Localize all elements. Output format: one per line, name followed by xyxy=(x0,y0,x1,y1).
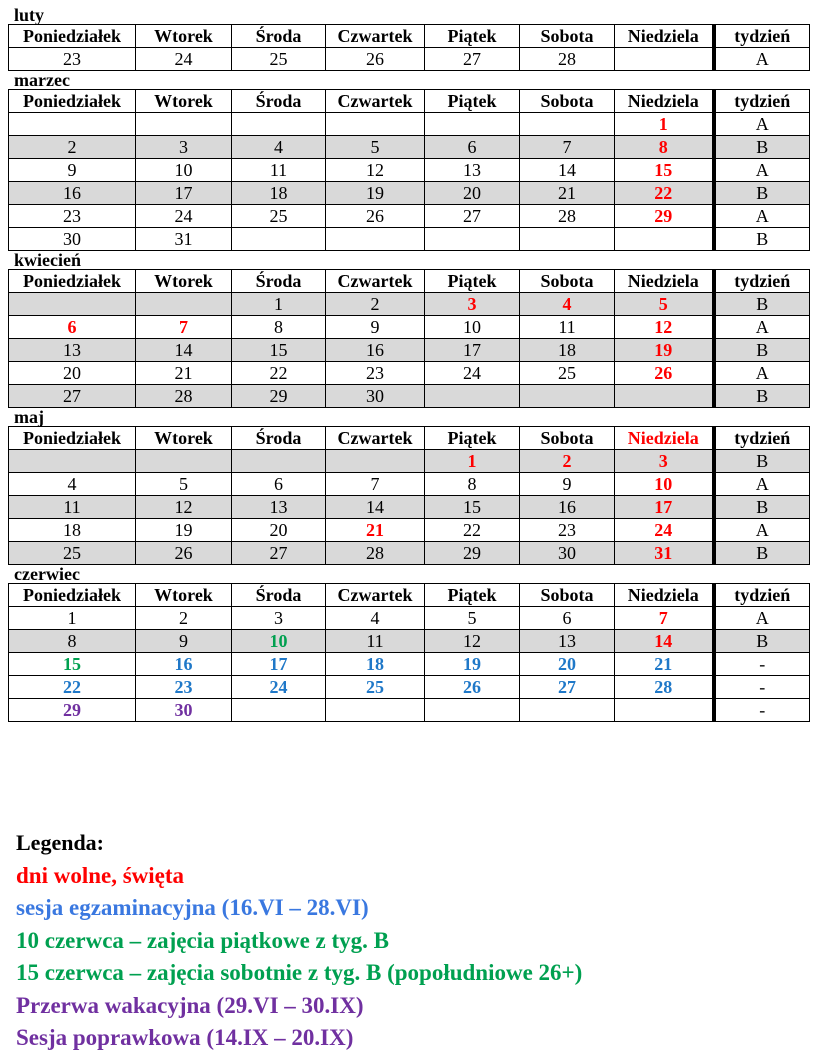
day-cell xyxy=(425,385,520,408)
weekday-header: Sobota xyxy=(520,90,615,113)
day-cell: 14 xyxy=(136,339,232,362)
week-row xyxy=(9,542,810,565)
legend-item-resit-session: Sesja poprawkowa (14.IX – 20.IX) xyxy=(16,1025,354,1050)
day-cell: 14 xyxy=(520,159,615,182)
day-cell xyxy=(326,228,425,251)
weekday-header: Środa xyxy=(232,90,326,113)
week-type-cell: B xyxy=(714,182,810,205)
weekday-header: Czwartek xyxy=(326,90,425,113)
day-cell xyxy=(520,699,615,722)
day-cell: 9 xyxy=(326,316,425,339)
day-cell: 3 xyxy=(136,136,232,159)
day-cell: 26 xyxy=(326,205,425,228)
day-cell xyxy=(9,293,136,316)
day-cell: 1 xyxy=(425,450,520,473)
weekday-header: Sobota xyxy=(520,427,615,450)
week-row xyxy=(9,339,810,362)
legend-item-friday-classes: 10 czerwca – zajęcia piątkowe z tyg. B xyxy=(16,927,389,953)
weekday-header: Czwartek xyxy=(326,270,425,293)
day-cell: 27 xyxy=(425,205,520,228)
month-title: maj xyxy=(14,407,44,427)
week-type-cell: A xyxy=(714,205,810,228)
weekday-header: Niedziela xyxy=(615,90,714,113)
week-row xyxy=(9,228,810,251)
week-row xyxy=(9,699,810,722)
week-type-cell: A xyxy=(714,159,810,182)
day-cell: 26 xyxy=(136,542,232,565)
day-cell: 1 xyxy=(9,607,136,630)
day-cell: 5 xyxy=(425,607,520,630)
header-row xyxy=(9,90,810,113)
month-table xyxy=(8,89,810,251)
day-cell: 19 xyxy=(425,653,520,676)
weekday-header: Poniedziałek xyxy=(9,270,136,293)
day-cell xyxy=(520,113,615,136)
day-cell: 11 xyxy=(326,630,425,653)
weekday-header: Niedziela xyxy=(615,427,714,450)
day-cell: 13 xyxy=(9,339,136,362)
day-cell: 12 xyxy=(326,159,425,182)
day-cell: 2 xyxy=(136,607,232,630)
day-cell: 4 xyxy=(326,607,425,630)
day-cell: 4 xyxy=(9,473,136,496)
week-row xyxy=(9,676,810,699)
day-cell: 18 xyxy=(520,339,615,362)
week-header: tydzień xyxy=(714,90,810,113)
day-cell: 19 xyxy=(615,339,714,362)
day-cell: 5 xyxy=(136,473,232,496)
day-cell: 9 xyxy=(9,159,136,182)
month-table xyxy=(8,426,810,565)
week-header: tydzień xyxy=(714,25,810,48)
weekday-header: Wtorek xyxy=(136,25,232,48)
day-cell: 15 xyxy=(425,496,520,519)
week-header: tydzień xyxy=(714,584,810,607)
day-cell: 10 xyxy=(615,473,714,496)
day-cell: 19 xyxy=(136,519,232,542)
week-header: tydzień xyxy=(714,427,810,450)
legend-title: Legenda: xyxy=(16,830,104,855)
week-type-cell: A xyxy=(714,473,810,496)
header-row xyxy=(9,584,810,607)
day-cell: 17 xyxy=(615,496,714,519)
day-cell xyxy=(326,699,425,722)
week-row xyxy=(9,630,810,653)
day-cell: 20 xyxy=(425,182,520,205)
day-cell xyxy=(425,699,520,722)
day-cell: 12 xyxy=(136,496,232,519)
day-cell: 29 xyxy=(425,542,520,565)
day-cell: 13 xyxy=(520,630,615,653)
day-cell: 29 xyxy=(9,699,136,722)
day-cell: 3 xyxy=(232,607,326,630)
day-cell xyxy=(615,699,714,722)
day-cell: 10 xyxy=(425,316,520,339)
week-row xyxy=(9,182,810,205)
day-cell: 28 xyxy=(520,205,615,228)
day-cell: 15 xyxy=(232,339,326,362)
week-type-cell: A xyxy=(714,519,810,542)
day-cell: 27 xyxy=(232,542,326,565)
day-cell: 6 xyxy=(9,316,136,339)
week-type-cell: A xyxy=(714,48,810,71)
day-cell: 4 xyxy=(232,136,326,159)
day-cell: 22 xyxy=(9,676,136,699)
week-type-cell: A xyxy=(714,607,810,630)
week-row xyxy=(9,159,810,182)
day-cell: 24 xyxy=(136,205,232,228)
day-cell: 25 xyxy=(232,48,326,71)
week-type-cell: B xyxy=(714,496,810,519)
day-cell: 31 xyxy=(136,228,232,251)
day-cell: 7 xyxy=(615,607,714,630)
day-cell: 16 xyxy=(9,182,136,205)
day-cell: 22 xyxy=(232,362,326,385)
academic-calendar xyxy=(8,6,809,722)
week-row xyxy=(9,113,810,136)
day-cell: 25 xyxy=(232,205,326,228)
header-row xyxy=(9,270,810,293)
weekday-header: Sobota xyxy=(520,25,615,48)
day-cell: 22 xyxy=(615,182,714,205)
day-cell: 1 xyxy=(232,293,326,316)
weekday-header: Wtorek xyxy=(136,427,232,450)
day-cell: 20 xyxy=(9,362,136,385)
day-cell: 25 xyxy=(520,362,615,385)
day-cell: 11 xyxy=(232,159,326,182)
day-cell xyxy=(232,113,326,136)
day-cell: 29 xyxy=(232,385,326,408)
week-type-cell: B xyxy=(714,450,810,473)
day-cell: 30 xyxy=(9,228,136,251)
week-type-cell: B xyxy=(714,385,810,408)
day-cell: 8 xyxy=(615,136,714,159)
day-cell: 23 xyxy=(326,362,425,385)
day-cell xyxy=(326,450,425,473)
day-cell: 7 xyxy=(326,473,425,496)
month-table xyxy=(8,269,810,408)
day-cell: 28 xyxy=(520,48,615,71)
day-cell: 4 xyxy=(520,293,615,316)
day-cell: 18 xyxy=(326,653,425,676)
weekday-header: Środa xyxy=(232,584,326,607)
legend-item-exam-session: sesja egzaminacyjna (16.VI – 28.VI) xyxy=(16,895,369,920)
day-cell: 5 xyxy=(326,136,425,159)
day-cell xyxy=(136,450,232,473)
month-title: luty xyxy=(14,5,45,25)
weekday-header: Piątek xyxy=(425,584,520,607)
day-cell: 8 xyxy=(232,316,326,339)
day-cell: 19 xyxy=(326,182,425,205)
day-cell xyxy=(326,113,425,136)
week-row xyxy=(9,205,810,228)
day-cell: 26 xyxy=(326,48,425,71)
weekday-header: Niedziela xyxy=(615,25,714,48)
day-cell: 17 xyxy=(232,653,326,676)
day-cell: 28 xyxy=(326,542,425,565)
day-cell: 16 xyxy=(136,653,232,676)
legend xyxy=(16,827,582,1055)
day-cell: 20 xyxy=(520,653,615,676)
day-cell xyxy=(425,228,520,251)
day-cell xyxy=(615,228,714,251)
weekday-header: Środa xyxy=(232,270,326,293)
day-cell: 29 xyxy=(615,205,714,228)
day-cell: 26 xyxy=(425,676,520,699)
day-cell: 6 xyxy=(232,473,326,496)
weekday-header: Poniedziałek xyxy=(9,25,136,48)
day-cell xyxy=(232,699,326,722)
weekday-header: Czwartek xyxy=(326,427,425,450)
weekday-header: Czwartek xyxy=(326,25,425,48)
week-row xyxy=(9,316,810,339)
day-cell: 30 xyxy=(136,699,232,722)
weekday-header: Sobota xyxy=(520,270,615,293)
header-row xyxy=(9,427,810,450)
day-cell: 24 xyxy=(425,362,520,385)
week-type-cell: A xyxy=(714,113,810,136)
week-type-cell: B xyxy=(714,136,810,159)
month-table xyxy=(8,583,810,722)
month-title: kwiecień xyxy=(14,250,81,270)
week-type-cell: A xyxy=(714,316,810,339)
week-row xyxy=(9,496,810,519)
month-title: marzec xyxy=(14,70,70,90)
weekday-header: Piątek xyxy=(425,25,520,48)
month-title: czerwiec xyxy=(14,564,80,584)
day-cell: 16 xyxy=(326,339,425,362)
legend-item-summer-break: Przerwa wakacyjna (29.VI – 30.IX) xyxy=(16,992,364,1018)
week-type-cell: B xyxy=(714,542,810,565)
weekday-header: Niedziela xyxy=(615,584,714,607)
day-cell: 27 xyxy=(425,48,520,71)
day-cell: 18 xyxy=(9,519,136,542)
weekday-header: Środa xyxy=(232,427,326,450)
day-cell xyxy=(136,293,232,316)
day-cell: 28 xyxy=(136,385,232,408)
day-cell xyxy=(615,385,714,408)
week-type-cell: - xyxy=(714,676,810,699)
day-cell xyxy=(136,113,232,136)
weekday-header: Czwartek xyxy=(326,584,425,607)
day-cell: 2 xyxy=(520,450,615,473)
day-cell: 8 xyxy=(425,473,520,496)
day-cell: 15 xyxy=(615,159,714,182)
weekday-header: Środa xyxy=(232,25,326,48)
week-type-cell: B xyxy=(714,293,810,316)
day-cell: 30 xyxy=(326,385,425,408)
day-cell: 21 xyxy=(136,362,232,385)
day-cell xyxy=(232,450,326,473)
day-cell: 13 xyxy=(425,159,520,182)
day-cell: 24 xyxy=(136,48,232,71)
weekday-header: Niedziela xyxy=(615,270,714,293)
week-row xyxy=(9,136,810,159)
day-cell: 1 xyxy=(615,113,714,136)
day-cell: 20 xyxy=(232,519,326,542)
day-cell: 12 xyxy=(615,316,714,339)
week-row xyxy=(9,385,810,408)
day-cell: 11 xyxy=(9,496,136,519)
day-cell: 3 xyxy=(425,293,520,316)
weekday-header: Wtorek xyxy=(136,90,232,113)
day-cell: 7 xyxy=(136,316,232,339)
week-type-cell: B xyxy=(714,630,810,653)
week-type-cell: B xyxy=(714,339,810,362)
weekday-header: Wtorek xyxy=(136,584,232,607)
legend-item-holidays: dni wolne, święta xyxy=(16,862,185,888)
day-cell: 21 xyxy=(615,653,714,676)
week-row xyxy=(9,48,810,71)
day-cell xyxy=(520,228,615,251)
day-cell xyxy=(520,385,615,408)
day-cell xyxy=(615,48,714,71)
week-row xyxy=(9,519,810,542)
day-cell: 9 xyxy=(136,630,232,653)
day-cell: 17 xyxy=(136,182,232,205)
day-cell: 23 xyxy=(520,519,615,542)
day-cell: 6 xyxy=(520,607,615,630)
day-cell: 3 xyxy=(615,450,714,473)
week-row xyxy=(9,293,810,316)
week-type-cell: - xyxy=(714,653,810,676)
day-cell: 6 xyxy=(425,136,520,159)
week-row xyxy=(9,607,810,630)
weekday-header: Piątek xyxy=(425,270,520,293)
day-cell: 8 xyxy=(9,630,136,653)
day-cell: 10 xyxy=(232,630,326,653)
header-row xyxy=(9,25,810,48)
day-cell: 24 xyxy=(615,519,714,542)
weekday-header: Poniedziałek xyxy=(9,584,136,607)
week-row xyxy=(9,653,810,676)
weekday-header: Sobota xyxy=(520,584,615,607)
day-cell: 25 xyxy=(326,676,425,699)
day-cell: 5 xyxy=(615,293,714,316)
day-cell: 16 xyxy=(520,496,615,519)
week-row xyxy=(9,362,810,385)
day-cell: 27 xyxy=(520,676,615,699)
day-cell: 9 xyxy=(520,473,615,496)
week-row xyxy=(9,473,810,496)
weekday-header: Piątek xyxy=(425,90,520,113)
day-cell xyxy=(232,228,326,251)
week-type-cell: A xyxy=(714,362,810,385)
day-cell: 23 xyxy=(9,205,136,228)
week-type-cell: B xyxy=(714,228,810,251)
day-cell: 22 xyxy=(425,519,520,542)
day-cell: 21 xyxy=(326,519,425,542)
day-cell: 27 xyxy=(9,385,136,408)
day-cell: 10 xyxy=(136,159,232,182)
day-cell: 25 xyxy=(9,542,136,565)
week-header: tydzień xyxy=(714,270,810,293)
day-cell: 14 xyxy=(326,496,425,519)
weekday-header: Piątek xyxy=(425,427,520,450)
day-cell: 30 xyxy=(520,542,615,565)
day-cell: 12 xyxy=(425,630,520,653)
day-cell xyxy=(9,450,136,473)
day-cell: 7 xyxy=(520,136,615,159)
day-cell xyxy=(9,113,136,136)
day-cell: 24 xyxy=(232,676,326,699)
weekday-header: Wtorek xyxy=(136,270,232,293)
day-cell: 23 xyxy=(136,676,232,699)
week-row xyxy=(9,450,810,473)
day-cell: 23 xyxy=(9,48,136,71)
day-cell: 18 xyxy=(232,182,326,205)
weekday-header: Poniedziałek xyxy=(9,90,136,113)
week-type-cell: - xyxy=(714,699,810,722)
day-cell: 17 xyxy=(425,339,520,362)
day-cell: 2 xyxy=(9,136,136,159)
month-table xyxy=(8,24,810,71)
day-cell: 15 xyxy=(9,653,136,676)
day-cell: 31 xyxy=(615,542,714,565)
legend-item-saturday-classes: 15 czerwca – zajęcia sobotnie z tyg. B (popołudniowe 26+) xyxy=(16,960,583,985)
day-cell: 13 xyxy=(232,496,326,519)
day-cell: 28 xyxy=(615,676,714,699)
day-cell xyxy=(425,113,520,136)
day-cell: 14 xyxy=(615,630,714,653)
day-cell: 11 xyxy=(520,316,615,339)
day-cell: 2 xyxy=(326,293,425,316)
day-cell: 26 xyxy=(615,362,714,385)
day-cell: 21 xyxy=(520,182,615,205)
weekday-header: Poniedziałek xyxy=(9,427,136,450)
